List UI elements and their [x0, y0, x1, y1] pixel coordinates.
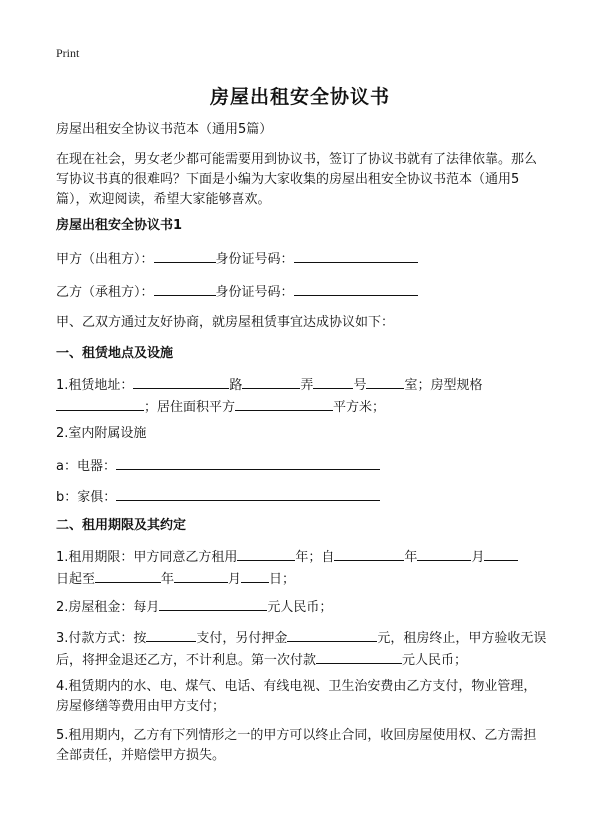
item-appliances	[56, 455, 548, 477]
end-day-label: 日；	[269, 572, 296, 587]
first-payment-blank	[316, 649, 402, 664]
party-a-line	[56, 248, 548, 270]
section-title: 房屋出租安全协议书1	[56, 218, 183, 233]
number-label: 号	[353, 378, 367, 393]
item-utilities: 4.租赁期内的水、电、煤气、电话、有线电视、卫生治安费由乙方支付，物业管理，房屋修缮等费用由甲方支付；	[56, 679, 537, 714]
party-b-name-blank	[154, 281, 216, 296]
intro-paragraph: 在现在社会，男女老少都可能需要用到协议书，签订了协议书就有了法律依靠。那么写协议书真的很难吗？下面是小编为大家收集的房屋出租安全协议书范本（通用5篇），欢迎阅读，希望大家能够喜欢。	[56, 152, 538, 207]
layout-blank	[56, 396, 144, 411]
party-a-label: 甲方（出租方）：	[56, 252, 154, 267]
party-a-id-label: 身份证号码：	[215, 252, 294, 267]
end-label: 日起至	[56, 572, 96, 587]
rent-unit-label: 元人民币；	[267, 600, 333, 615]
item-term	[56, 546, 548, 590]
start-day-blank	[484, 546, 518, 561]
start-year-blank	[334, 546, 404, 561]
deposit-blank	[287, 627, 377, 642]
term-year-label: 年；自	[295, 550, 335, 565]
print-link[interactable]: Print	[56, 46, 80, 60]
party-a-id-blank	[294, 248, 418, 263]
item-facilities: 2.室内附属设施	[56, 426, 147, 441]
payment-label: 3.付款方式：按	[56, 631, 147, 646]
start-month-blank	[417, 546, 471, 561]
heading-location: 一、租赁地点及设施	[56, 346, 174, 361]
appliances-blank	[116, 455, 380, 470]
address-label: 1.租赁地址：	[56, 378, 134, 393]
deposit-label: 支付，另付押金	[196, 631, 288, 646]
party-b-id-label: 身份证号码：	[215, 285, 294, 300]
heading-term: 二、租用期限及其约定	[56, 518, 187, 533]
item-payment	[56, 627, 548, 671]
end-month-blank	[174, 568, 228, 583]
end-year-label: 年	[161, 572, 175, 587]
start-month-label: 月	[471, 550, 485, 565]
party-b-label: 乙方（承租方）：	[56, 285, 154, 300]
furniture-label: b：家俱：	[56, 490, 117, 505]
area-blank	[235, 396, 333, 411]
end-month-label: 月	[228, 572, 242, 587]
lane-label: 弄	[300, 378, 314, 393]
sqm-label: 平方米；	[333, 400, 386, 415]
end-day-blank	[241, 568, 269, 583]
area-label: ；居住面积平方	[144, 400, 236, 415]
appliances-label: a：电器：	[56, 459, 116, 474]
party-a-name-blank	[154, 248, 216, 263]
number-blank	[366, 374, 404, 389]
party-b-line	[56, 281, 548, 303]
address-blank	[133, 374, 229, 389]
payment-method-blank	[146, 627, 196, 642]
road-label: 路	[229, 378, 243, 393]
room-label: 室；房型规格	[404, 378, 483, 393]
subtitle: 房屋出租安全协议书范本（通用5篇）	[56, 122, 273, 137]
rent-blank	[159, 596, 267, 611]
item-address	[56, 374, 548, 418]
document-title: 房屋出租安全协议书	[209, 86, 390, 108]
payment-terms: 元，租房终止，甲方验收无误后，将押金退还乙方，不计利息。第一次付款	[56, 631, 547, 668]
term-years-blank	[237, 546, 295, 561]
item-furniture	[56, 486, 548, 508]
end-year-blank	[95, 568, 161, 583]
lane-blank	[313, 374, 353, 389]
party-b-id-blank	[294, 281, 418, 296]
start-year-label: 年	[404, 550, 418, 565]
term-label: 1.租用期限：甲方同意乙方租用	[56, 550, 238, 565]
item-termination: 5.租用期内，乙方有下列情形之一的甲方可以终止合同，收回房屋使用权、乙方需担全部责任，并赔偿甲方损失。	[56, 728, 537, 763]
item-rent	[56, 596, 548, 618]
agreement-line: 甲、乙双方通过友好协商，就房屋租赁事宜达成协议如下：	[56, 315, 395, 330]
furniture-blank	[116, 486, 380, 501]
first-payment-unit: 元人民币；	[402, 653, 468, 668]
road-blank	[242, 374, 300, 389]
rent-label: 2.房屋租金：每月	[56, 600, 160, 615]
